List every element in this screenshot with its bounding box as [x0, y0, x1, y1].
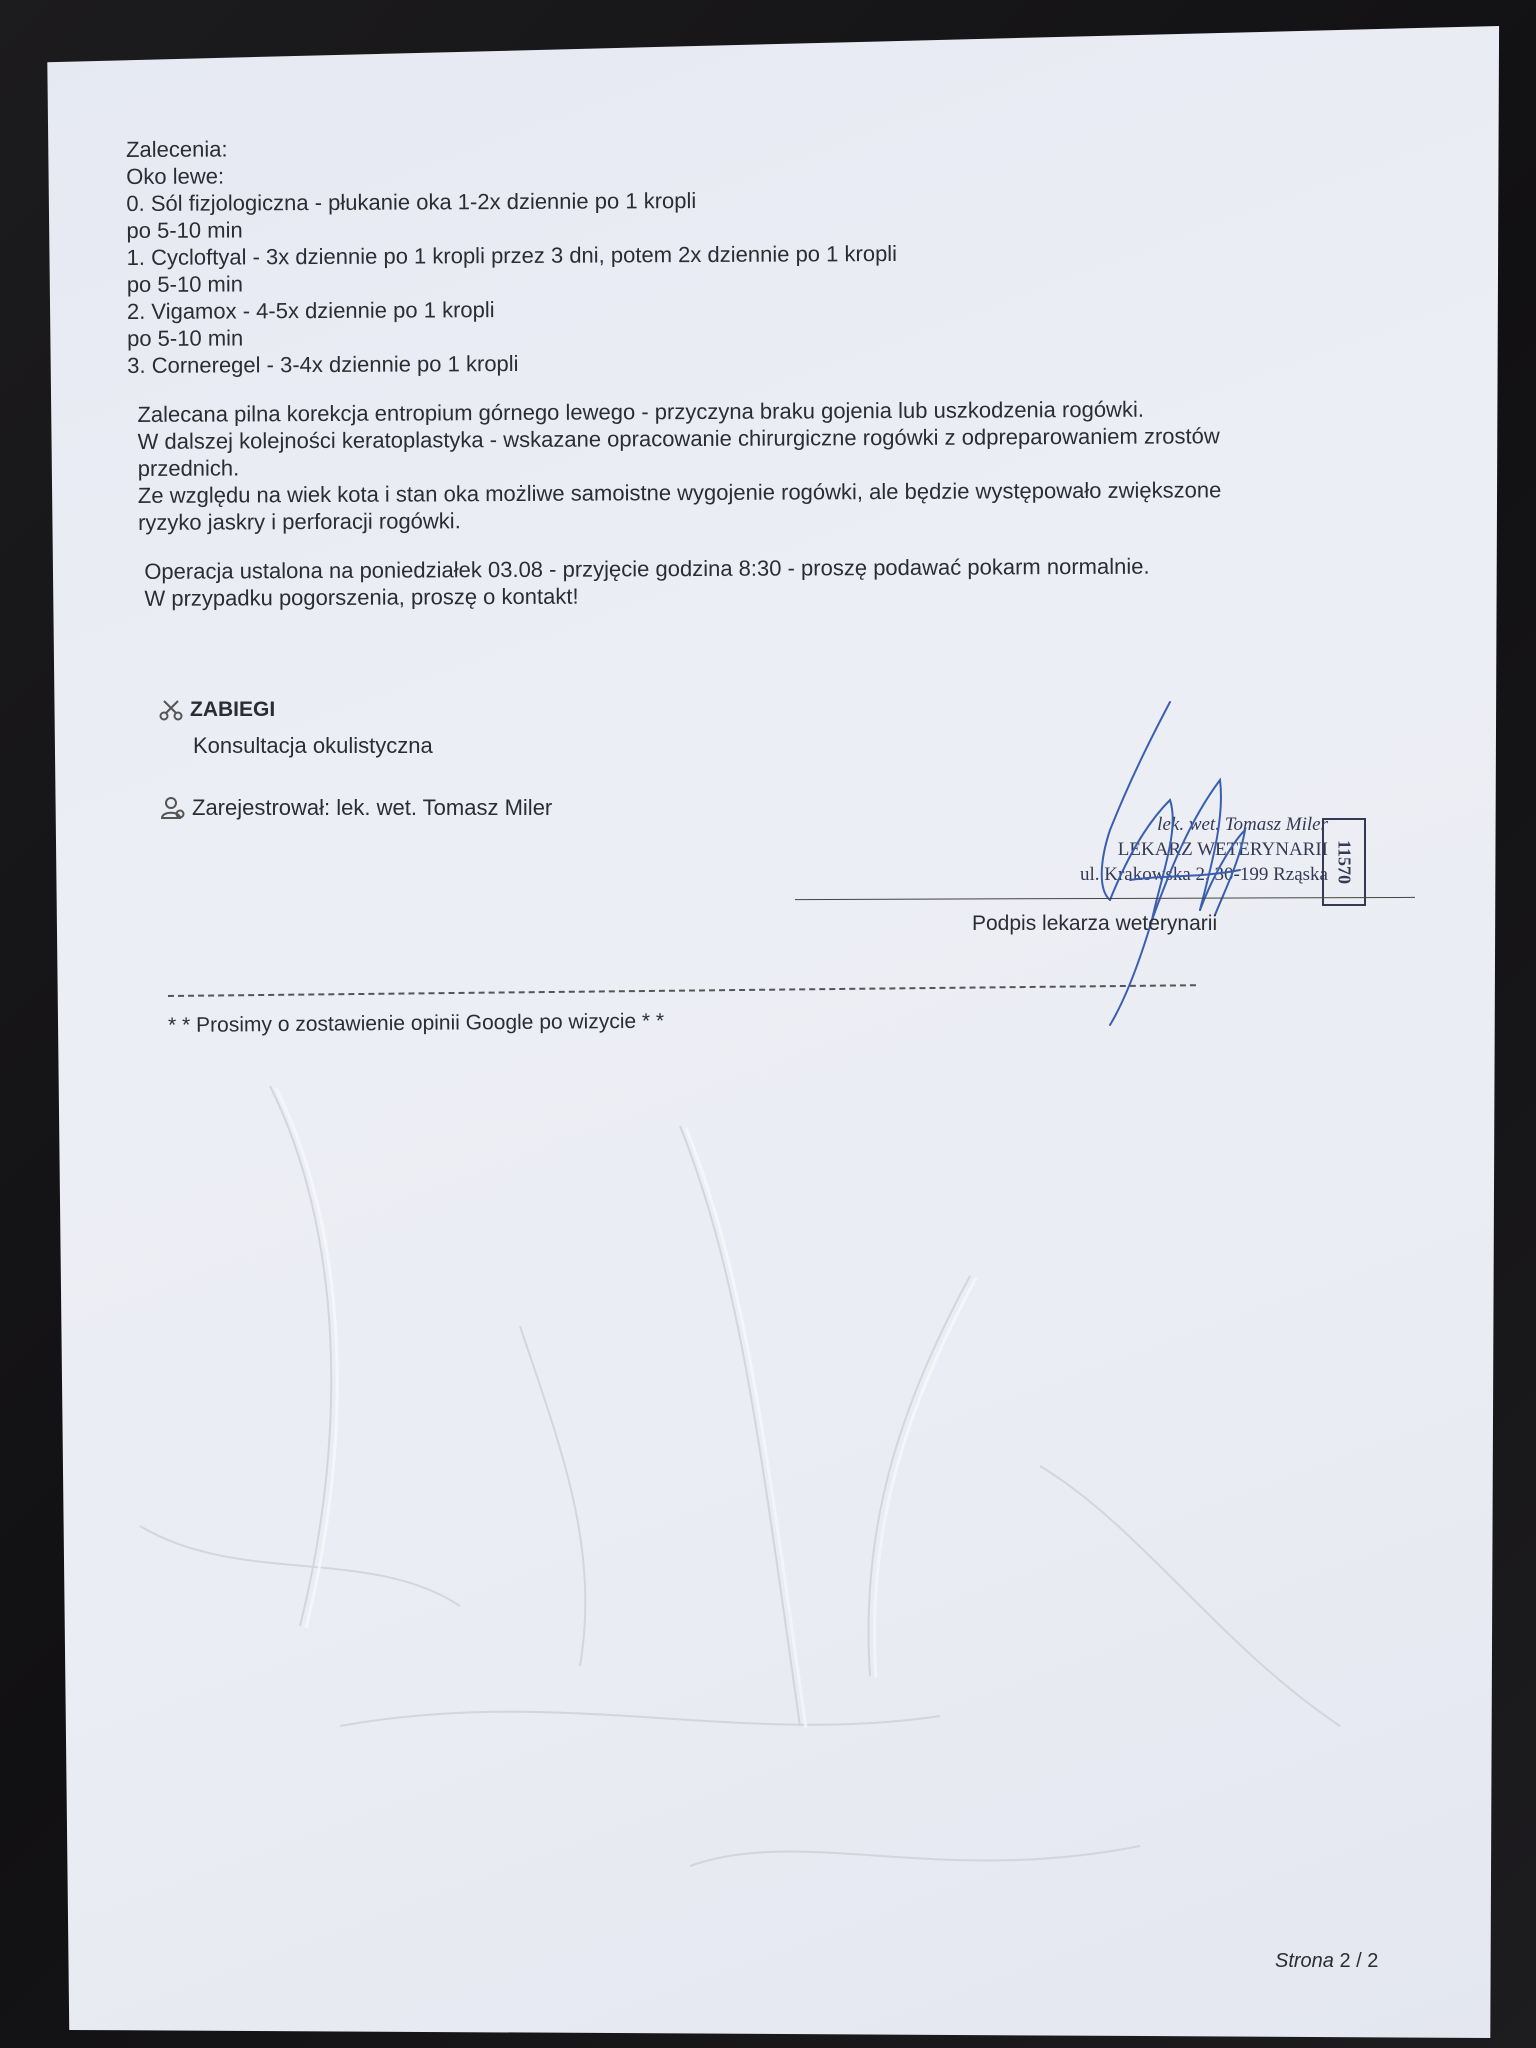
- notes-line: ryzyko jaskry i perforacji rogówki.: [137, 508, 461, 535]
- page-current: 2: [1339, 1950, 1351, 1972]
- scissors-icon: [158, 698, 184, 722]
- doctor-stamp: [1008, 812, 1328, 887]
- stamp-title: LEKARZ WETERYNARII: [1117, 839, 1328, 860]
- stamp-address: ul. Krakowska 2, 30-199 Rząska: [1079, 864, 1328, 885]
- stamp-name: lek. wet. Tomasz Miler: [1157, 814, 1328, 835]
- recommendations-line: Oko lewe:: [126, 163, 225, 189]
- page-total: 2: [1367, 1950, 1379, 1972]
- procedure-item: [193, 733, 433, 759]
- procedures-heading: [158, 698, 275, 722]
- registered-by: [160, 795, 552, 821]
- page-label: Strona: [1275, 1950, 1334, 1972]
- recommendations-line: 1. Cycloftyal - 3x dziennie po 1 kropli przez 3 dni, potem 2x dziennie po 1 kropli: [126, 240, 898, 270]
- operation-line: Operacja ustalona na poniedziałek 03.08 - przyjęcie godzina 8:30 - proszę podawać pokarm normalnie.: [144, 553, 1150, 584]
- recommendations-line: po 5-10 min: [126, 271, 244, 297]
- registered-by-label: Zarejestrował: lek. wet. Tomasz Miler: [192, 795, 553, 820]
- page-separator: /: [1350, 1950, 1368, 1972]
- procedures-title: ZABIEGI: [190, 698, 276, 721]
- recommendations-line: po 5-10 min: [126, 325, 244, 351]
- user-icon: [160, 796, 186, 820]
- notes-line: Zalecana pilna korekcja entropium górnego lewego - przyczyna braku gojenia lub uszkodzenia rogówki.: [137, 396, 1144, 427]
- review-request: * * Prosimy o zostawienie opinii Google po wizycie * *: [168, 1009, 665, 1037]
- notes-line: W dalszej kolejności keratoplastyka - wskazane opracowanie chirurgiczne rogówki z odpreparowaniem zrostów: [137, 423, 1220, 454]
- notes-line: przednich.: [137, 455, 240, 481]
- recommendations-line: Zalecenia:: [126, 136, 228, 162]
- recommendations-line: 2. Vigamox - 4-5x dziennie po 1 kropli: [126, 297, 495, 324]
- recommendations-block: [126, 129, 1408, 612]
- procedure-item-label: Konsultacja okulistyczna: [193, 733, 433, 758]
- recommendations-line: 3. Corneregel - 3-4x dziennie po 1 kropli: [127, 350, 519, 378]
- recommendations-line: 0. Sól fizjologiczna - płukanie oka 1-2x dziennie po 1 kropli: [126, 188, 697, 216]
- page-number: [1275, 1950, 1378, 1973]
- signature-caption: Podpis lekarza weterynarii: [972, 912, 1218, 935]
- operation-line: W przypadku pogorszenia, proszę o kontakt!: [144, 583, 579, 611]
- stamp-number: 11570: [1334, 839, 1355, 885]
- recommendations-line: po 5-10 min: [126, 217, 243, 243]
- stamp-license-number: [1322, 818, 1366, 906]
- notes-line: Ze względu na wiek kota i stan oka możliwe samoistne wygojenie rogówki, ale będzie występowało zwiększone: [137, 477, 1222, 508]
- notes-block: [127, 394, 1408, 612]
